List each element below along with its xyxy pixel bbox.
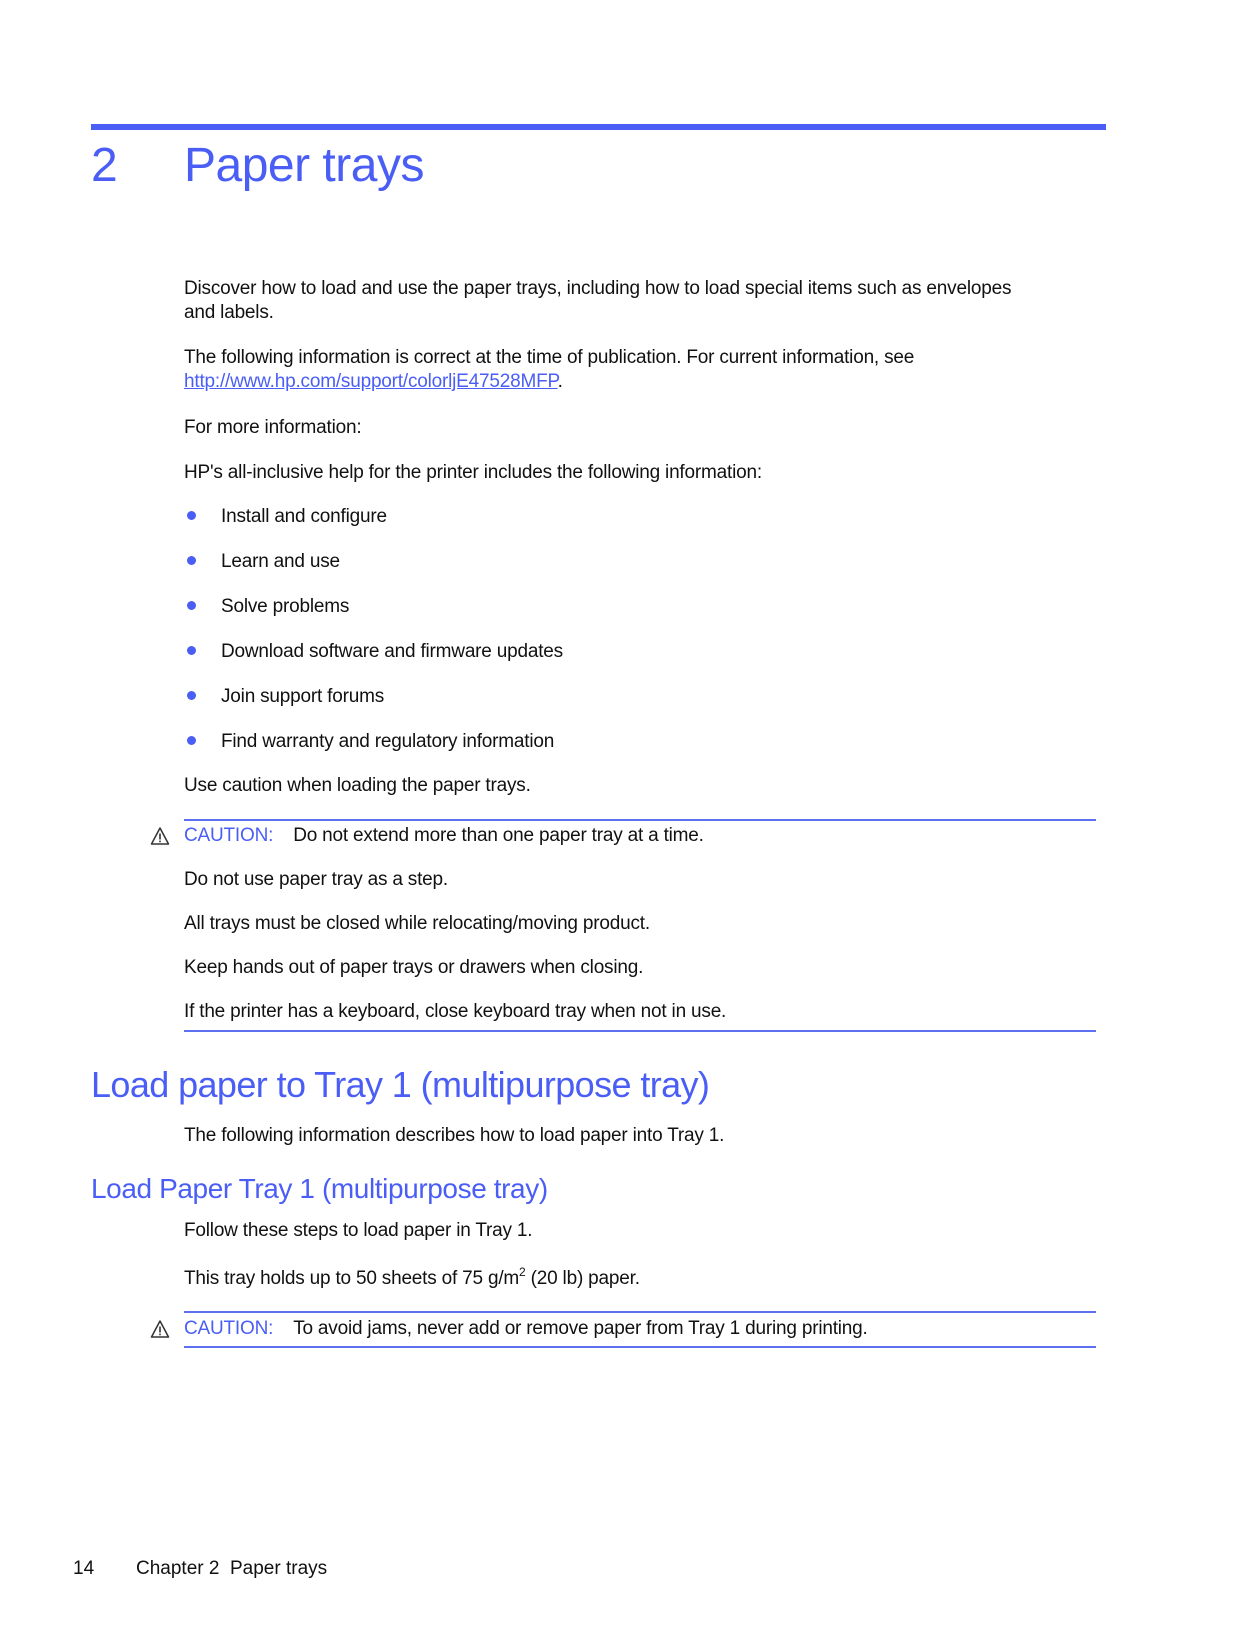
intro-paragraph-2-line-2 — [184, 370, 563, 394]
bullet-icon — [187, 511, 196, 520]
warning-icon — [150, 826, 170, 846]
footer-chapter-label: Chapter 2 Paper trays — [136, 1558, 328, 1579]
capacity-superscript: 2 — [519, 1265, 526, 1279]
chapter-title: Paper trays — [184, 139, 424, 192]
list-item: Join support forums — [221, 686, 385, 707]
caution-intro: Use caution when loading the paper trays. — [184, 775, 531, 796]
intro-paragraph-2-line-1: The following information is correct at the time of publication. For current information, see — [184, 347, 915, 368]
subsection-heading: Load Paper Tray 1 (multipurpose tray) — [91, 1173, 548, 1204]
list-item: Learn and use — [221, 551, 340, 572]
bullet-icon — [187, 601, 196, 610]
intro-paragraph-1-line-2: and labels. — [184, 302, 274, 323]
chapter-top-rule — [91, 124, 1106, 130]
caution-top-rule — [184, 819, 1096, 821]
caution-bottom-rule — [184, 1030, 1096, 1032]
list-item: Solve problems — [221, 596, 350, 617]
chapter-number: 2 — [91, 139, 118, 192]
bullet-icon — [187, 556, 196, 565]
list-item: Download software and firmware updates — [221, 641, 563, 662]
bullet-icon — [187, 736, 196, 745]
caution-top-rule — [184, 1311, 1096, 1313]
link-period: . — [557, 371, 563, 392]
list-item: Find warranty and regulatory information — [221, 731, 555, 752]
bullet-icon — [187, 691, 196, 700]
caution-bottom-rule — [184, 1346, 1096, 1348]
section-description: The following information describes how to load paper into Tray 1. — [184, 1125, 725, 1146]
caution-line — [184, 1317, 868, 1341]
caution-line: Keep hands out of paper trays or drawers when closing. — [184, 957, 644, 978]
help-intro: HP's all-inclusive help for the printer includes the following information: — [184, 462, 762, 483]
caution-line: Do not use paper tray as a step. — [184, 869, 448, 890]
caution-text: To avoid jams, never add or remove paper from Tray 1 during printing. — [293, 1318, 868, 1339]
tray-capacity — [184, 1267, 640, 1291]
warning-icon — [150, 1319, 170, 1339]
capacity-suffix: (20 lb) paper. — [525, 1268, 640, 1289]
caution-text: Do not extend more than one paper tray at a time. — [293, 825, 704, 846]
intro-paragraph-1-line-1: Discover how to load and use the paper trays, including how to load special items such as envelopes — [184, 278, 1012, 299]
caution-label: CAUTION: — [184, 825, 274, 846]
capacity-text: This tray holds up to 50 sheets of 75 g/m — [184, 1268, 520, 1289]
for-more-info: For more information: — [184, 417, 362, 438]
caution-line: All trays must be closed while relocating/moving product. — [184, 913, 650, 934]
list-item: Install and configure — [221, 506, 387, 527]
page-number: 14 — [73, 1558, 95, 1579]
bullet-icon — [187, 646, 196, 655]
caution-line — [184, 824, 704, 848]
steps-intro: Follow these steps to load paper in Tray 1. — [184, 1220, 533, 1241]
caution-line: If the printer has a keyboard, close keyboard tray when not in use. — [184, 1001, 727, 1022]
caution-label: CAUTION: — [184, 1318, 274, 1339]
support-link[interactable]: http://www.hp.com/support/colorljE47528MFP — [184, 371, 558, 392]
section-heading: Load paper to Tray 1 (multipurpose tray) — [91, 1064, 710, 1105]
